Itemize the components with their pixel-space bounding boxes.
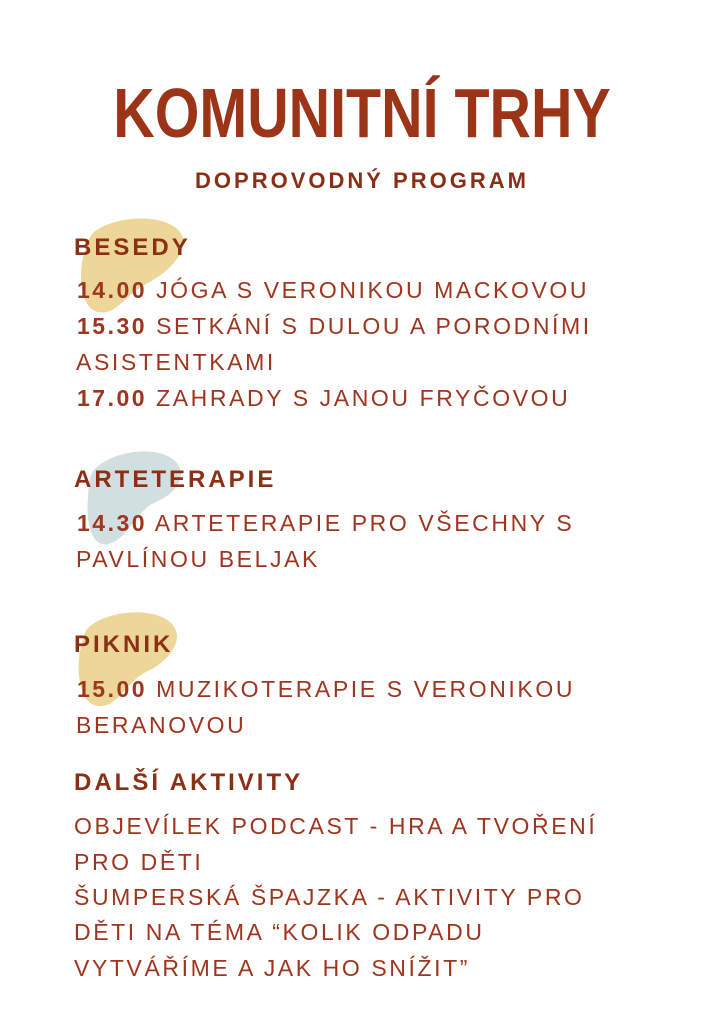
section-heading-arteterapie: ARTETERAPIE <box>74 466 277 493</box>
program-item <box>77 671 575 707</box>
program-text: ZAHRADY S JANOU FRYČOVOU <box>156 385 571 411</box>
program-item <box>77 380 570 416</box>
program-item-continuation: BERANOVOU <box>76 712 247 738</box>
program-item <box>77 308 592 344</box>
page-title: KOMUNITNÍ TRHY <box>113 74 611 152</box>
program-time: 14.00 <box>77 277 148 303</box>
program-item <box>77 272 589 308</box>
page-subtitle: DOPROVODNÝ PROGRAM <box>195 168 529 193</box>
program-text: ARTETERAPIE PRO VŠECHNY S <box>154 510 575 536</box>
program-time: 14.30 <box>77 510 148 536</box>
program-time: 15.00 <box>77 676 148 702</box>
activity-line: VYTVÁŘÍME A JAK HO SNÍŽIT” <box>74 955 471 981</box>
activity-line: DĚTI NA TÉMA “KOLIK ODPADU <box>74 919 485 945</box>
program-item-continuation: PAVLÍNOU BELJAK <box>76 546 320 572</box>
activity-line: OBJEVÍLEK PODCAST - HRA A TVOŘENÍ <box>74 813 598 839</box>
section-heading-besedy: BESEDY <box>74 234 191 261</box>
activity-line: PRO DĚTI <box>74 849 204 875</box>
section-heading-piknik: PIKNIK <box>74 631 174 658</box>
program-text: MUZIKOTERAPIE S VERONIKOU <box>156 676 576 702</box>
program-item-continuation: ASISTENTKAMI <box>76 349 276 375</box>
program-time: 17.00 <box>77 385 148 411</box>
activity-line: ŠUMPERSKÁ ŠPAJZKA - AKTIVITY PRO <box>74 884 585 910</box>
program-time: 15.30 <box>77 313 148 339</box>
section-heading-dalsi-aktivity: DALŠÍ AKTIVITY <box>74 769 304 796</box>
program-text: JÓGA S VERONIKOU MACKOVOU <box>156 277 590 303</box>
program-item <box>77 505 574 541</box>
program-text: SETKÁNÍ S DULOU A PORODNÍMI <box>156 313 592 339</box>
